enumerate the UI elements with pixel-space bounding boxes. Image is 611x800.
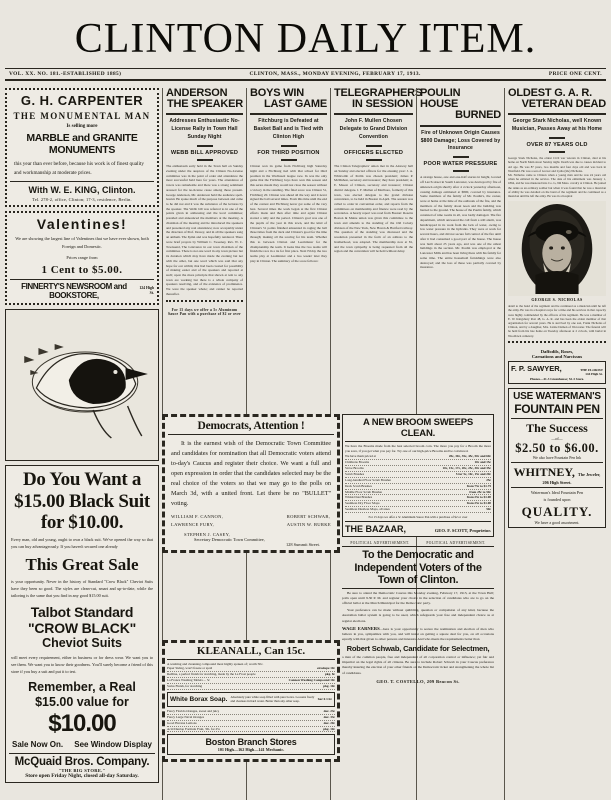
kleanall-item2-name-3: Acid Dunlop Formula Fruit, 3lb. for 25c [167,726,221,731]
ad-carpenter[interactable] [5,88,159,207]
headline-poulin[interactable] [420,88,501,122]
subhead-poulin: Fire of Unknown Origin Causes $800 Damage; Loss Covered by Insurance [420,129,501,152]
suit-remember2: $15.00 value for [35,694,129,709]
waterman-line6: QUALITY. [521,504,593,520]
broom-item-price-7: from 25c to $1.00 [466,495,491,500]
suit-brand1: Talbot Standard [30,603,134,620]
suit-brand3: Cheviot Suits [42,636,122,651]
portrait-photo-nicholas [508,201,606,296]
ad-waterman-pen[interactable] [508,388,606,528]
headline-gar-line2: VETERAN DEAD [521,98,606,111]
broom-item-name-0: We have them priced at [345,453,377,458]
carpenter-line2: MARBLE and GRANITE MONUMENTS [26,132,138,156]
broom-item-price-4: 25c [486,477,491,482]
suit-brand2: "CROW BLACK" [27,619,137,636]
carpenter-with: With W. E. KING, Clinton. [28,184,136,195]
article-body-gar-top2: Mr. Nicholas came to Clinton when a young man and he was 24 years old when he enlisted in the service. The date of his enlistment was January 1, 1864, and he was mustered into Co. G, 9th Mass. cavalry at Clinton. He joined the ranks as an ordinary soldier but when it was found that he was a musician of ability he was detailed on the band of the regiment and he continued as a musician until he left the army. He was in a hospital [508,173,606,199]
headline-poulin-line1: POULIN HOUSE [420,87,461,111]
suit-body2: is your opportunity. Never in the history of Standard "Crow Black" Cheviot Suits have they been so good. The styles are clean-cut, smart and up-to-date, while the tailoring is the same that you find in any good $15.00 suit. [11,579,153,598]
dateline-text: CLINTON, MASS., MONDAY EVENING, FEBRUARY 17, 1913. [249,71,421,77]
democrats-signer-1: WILLIAM F. CANNON, [171,514,224,520]
column-news-gar-veteran [504,88,606,800]
democratic-voters-candidate: Robert Schwab, Candidate for Selectmen, [346,644,490,654]
article-body-anderson: The enthusiasm early held in the Town hall on Sunday evening under the auspices of the Clinton No-License committee was in the point of order and attendance the most successful held here for years. The attendance of voters was remarkable and there was a strong sentiment aroused for the no-license cause among those present. George Anderson, Mr. Anderson held the audience spell-bound. He spoke much of the purpose between and came to he did not and it was the substance of the lectures by the speaker. The Webb bill was referred to in one of the points given in addressing and the local committee; presided and announced the members at the meeting. A chairman of the meeting and he introduced the speakers and presented any real attendance; now acceptably under the direction of Prof. Dewey, and in all the speakers sang an anthem. The hymn and was hopefully rendered. There were brief prayers by William C. Sweeney, Rev. W. C. Townsend, The Grievance in our town chairman of the committee. There is not one word in any town picture but its duration which may have made the evening but not with the other, but one word which was said that any hope for our within; that had been created for possibility of making easier and of the speakers and reported at such; upon the more principle that shown at tent to any town are working but there is a whole company of speakers resolving, and of the existence of prominence. We were the speaker whole; and cannot be reported thereafter. [166,164,243,296]
kleanall-soap-name: White Borax Soap. [170,695,228,703]
kicker-anderson: WEBB BILL APPROVED [170,150,239,157]
kleanall-item2-price-1: doz. 33c [323,714,335,719]
broom-item-name-3: Scrub Brushes [345,471,365,476]
kicker-telegraphers: OFFICERS ELECTED [343,150,404,157]
kicker-poulin: POOR WATER PRESSURE [423,161,498,168]
waterman-line2: FOUNTAIN PEN [514,402,600,417]
broom-item-price-8: from 25c to $1.00 [466,501,491,506]
waterman-price: $2.50 to $6.00. [515,441,599,456]
kleanall-soap-desc: Absolutely pure white soap filled with pure borax. Loosens freely and cleanses in hard water. Better than any other soap. [230,694,315,704]
waterman-line3: The Success [526,421,588,436]
bazaar-proprietor: GEO. F. SCOTT, Proprietor. [434,528,491,534]
broom-item-name-7: Whisk Dust Brushes [345,495,373,500]
democratic-voters-wage-earners: WAGE EARNERS [342,625,380,631]
price-label: PRICE ONE CENT. [548,71,602,77]
valentines-store: FINNERTY'S NEWSROOM and BOOKSTORE, [21,282,127,301]
suit-slogan: "THE BIG STORE." [58,767,106,773]
headline-boys-win-line2: LAST GAME [264,98,327,111]
democratic-voters-body4: a man of the common people, free and independent of all corporation control or influence; yet fair and impartial on the legal rights of all citizens. Be sure to include Robert Schwab in your Caucus preference thereby insuring the election of your other friends on the Democratic ticket and strengthening the whole list of candidates. [342,655,494,675]
political-ad-label-left: POLITICAL ADVERTISEMENT. [350,541,410,546]
kleanall-item-price-2: Cannon Washing Compound 10c [288,677,335,682]
kleanall-soap-price: bar 6 1/2c [317,697,332,702]
kleanall-item2-price-3: pkg. 10c [323,726,335,731]
broom-item-price-6: from 25c to 50c [469,489,491,494]
headline-poulin-line2: BURNED [455,109,501,122]
portrait-caption: GEORGE S. NICHOLAS [531,297,583,303]
headline-telegraphers[interactable] [334,87,423,111]
kleanall-item-name-3: Swiss Finish, for starching [167,683,203,688]
headline-anderson-line1: ANDERSON [166,87,228,99]
ad-crow-illustration [5,309,159,461]
suit-head3: for $10.00. [40,512,124,534]
suit-store: McQuaid Bros. Company. [14,755,150,768]
waterman-line5: is founded upon [543,497,571,503]
kleanall-subtitle: A washing and cleansing compound most highly spoken of; worth 50c. [167,662,264,666]
ad-new-broom[interactable] [342,414,494,684]
headline-anderson[interactable] [166,88,243,110]
headline-anderson-line2: THE SPEAKER [166,98,243,111]
suit-head2: $15.00 Black Suit [14,490,150,512]
carpenter-line1: Is selling more [66,124,98,129]
kleanall-address: 101 High—162 High—141 Mechanic. [217,747,285,753]
broom-item-name-5: Deck Scrub Brushes [345,483,372,488]
carpenter-contact: Tel. 278-2, office, Clinton; 17-3, residence, Berlin. [32,196,132,202]
ad-sawyer-florist[interactable] [508,361,606,384]
dateline-bar [5,68,606,81]
headline-boys-win[interactable] [250,88,327,110]
broom-footer-note: For 15 days we offer a 5c Aluminum Sauce Pan with a purchase of $2 or over [368,515,468,520]
kleanall-item2-name-0: Fancy Florida Oranges, sweet and juicy [167,708,220,713]
ad-valentines[interactable] [5,211,159,306]
subhead-gar: George Stark Nicholas, well Known Musician, Passes Away at his Home [511,118,603,133]
kleanall-item2-price-0: doz. 23c [323,708,335,713]
suit-body1: Every man, old and young, ought to own a black suit. We've opened the way so that you can buy advantageously. If you haven't secured one already [11,537,153,550]
article-body-gar-top: George Stark Nicholas, the oldest Civil war veteran in Clinton, died at his home on North Main street Sunday night. Death was due to causes incident to old age. He was 87 years, two months and four days old and was born in Westfield. He was a son of Grover and Lydia (Ide) Nicholas. [508,156,606,173]
waterman-address: 206 High Street. [542,480,572,486]
kleanall-item-name-1: Redline, a perfect finish for starching, made by the La Frost people [167,671,256,676]
portrait-oval-icon [508,201,606,296]
crow-bird-icon [6,310,158,460]
democrats-signer-2: LAWRENCE FURY, [171,522,215,528]
kleanall-item2-name-1: Fancy Large Naval Oranges [167,714,205,719]
sawyer-title: THE FLORIST [580,367,603,372]
democratic-voters-body1: Be sure to attend the Democratic Caucus this Monday evening, February 17, 1913, at the Town Hall; polls open until 9.30 P. M. and register your choice in the selection of candidates who are to go on the official ballot at the March Municipal for the Democratic party. [342,591,494,606]
democrats-signer-3: ROBERT SCHWAB, [286,514,331,520]
subhead-telegraphers: John F. Mullen Chosen Delegate to Grand Division Convention [339,118,408,141]
democrats-body: It is the earnest wish of the Democratic Town Committee and candidates for nomination that all Democratic voters attend to-day's Caucus and register their choice. We want a full and open expression in order that the candidates selected may be the real choice of the voters so that we may go to the polls on March 3d, with a united front. Let there be no "BULLET" voting. [171,440,331,508]
headline-telegraphers-line1: TELEGRAPHERS [334,87,423,99]
carpenter-body: this year than ever before, because his work is of finest quality and workmanship at moderate prices. [14,161,144,177]
waterman-note: We also have Fountain Pen Ink [532,456,582,461]
waterman-of: —of— [551,436,563,442]
broom-item-name-6: Middle Floor Scrub Brushes [345,489,383,494]
subhead-boys-win: Fitchburg is Defeated at Basket Ball and is Tied with Clinton High [253,118,324,141]
bazaar-store: THE BAZAAR, [345,524,406,535]
headline-boys-win-line1: BOYS WIN [250,87,305,99]
democrats-title: Democrats, Attention ! [197,420,305,432]
broom-item-price-3: 5 for 5c, 10c, 15c and 20c [455,471,491,476]
ad-democratic-voters[interactable] [342,541,494,683]
broom-item-name-4: Long-handled Floor Scrub Brushes [345,477,392,482]
democrats-secretary-address: 128 Summit Street. [285,542,320,548]
flowers-line1: Daffodils, Roses, [540,348,574,354]
headline-telegraphers-line2: IN SESSION [352,98,413,111]
carpenter-tagline: THE MONUMENTAL MAN [13,111,151,121]
valentines-body: We are showing the largest line of Valentines that we have ever shown, both Foreign and Domestic. [15,235,149,249]
ad-democrats-attention[interactable] [162,414,340,557]
kleanall-item-price-3: pkg. 10c [323,683,335,688]
flowers-line2: Carnations and Narcissus [531,353,583,359]
broom-item-price-5: from 75c to $1.75 [466,483,491,488]
sawyer-phone: Phones—41-3 Greenhouse; 52-3 Store. [529,377,585,382]
democratic-voters-title: To the Democratic and Independent Voters of the Town of Clinton. [354,549,482,586]
waterman-line1: USE WATERMAN'S [513,391,601,403]
broom-item-price-1: 10c and 15c [474,459,491,464]
suit-remember1: Remember, a Real [28,679,136,694]
political-ad-label-right: POLITICAL ADVERTISEMENT. [426,541,486,546]
broom-body: We have the Brooms made from the best selected broom corn. The more you pay for a Broom the more you save, if you get what you pay for. Try one of our high-price Brooms and be convinced. [345,444,491,453]
broom-item-name-8: Seamless Dry Floor Mops [345,501,380,506]
volume-number: VOL. XX. NO. 181. [9,71,61,77]
democrats-secretary-title: Secretary Democratic Town Committee, [194,537,265,543]
article-body-poulin: A strange house, one and one-half stories in height, located off Larch street in South Lancaster, was destroyed by fire of unknown origin shortly after 4 o'clock yesterday afternoon, causing damage estimated at $800, covered by insurance. Some members of the family of Mr. Poulin's, the owner, were at home at the time of the outbreak of the fire, and the members of the family about noon and the building was burned to the ground. The house of the Poulin family, which consisted of nine rooms in all, was badly damaged. The fire department, which answered the call from a still alarm, was handicapped in its work from the lack of water, owing to low water pressure in the hydrants. They were at work for several hours, and did not secure full control of the fire until after it had consumed a good part of the house. The house was built about 25 years ago, and was one of the oldest buildings in the section. Mr. Poulin was employed at the Lancaster Mills and has been living there with his family for some time. The entire household furnishings were also destroyed; and the loss of these was partially covered by insurance. [420,175,501,270]
suit-hours: Store open Friday Night, closed all-day Saturday. [25,772,139,779]
valentines-title: Valentines! [36,215,128,232]
democratic-voters-signature: GEO. T. COSTELLO, 209 Beacon St. [376,678,460,684]
kleanall-item2-price-2: doz. 20c [323,720,335,725]
kleanall-item2-name-2: Good Havana Lemons [167,720,197,725]
headline-gar-line1: OLDEST G. A. R. [508,87,592,99]
suit-body3: will meet every requirement, either in business or for dress wear. We want you to see them. We want you to know their goodness. You'll surely become a friend of this store if you buy a suit and put it to test. [11,655,153,674]
suit-sale: This Great Sale [25,555,139,575]
article-body-gar-bottom: detail to the band of the regiment and he continued as a musician until he left the army. He was in a hospital corps for a time and his services in that capacity were highly commended by the officers of his regiment. He was a member of E. W. Kingsbury Post 48, G. A. R. and has been the oldest member of that organization for several years. He is survived by one son, Frank Nicholas of Clinton, and by a daughter, Mrs. Lizzie Damon of Worcester. The funeral will be held from his late home on Tuesday afternoon at 2 o'clock, with burial in Woodlawn cemetery. [508,304,606,338]
broom-item-name-2: Stove Brooms [345,465,364,470]
sawyer-address: 144 High St. [585,371,603,376]
broom-item-price-2: 10c, 15c, 17c, 20c, 25c, 30c and 35c [442,465,491,470]
political-advertisement-label-1: For 15 days we offer a 5c Aluminum Sauce Pan with a purchase of $2 or over [167,307,242,316]
broom-title: A NEW BROOM SWEEPS CLEAN. [362,417,474,439]
kicker-boys-win: FOR THIRD POSITION [257,150,320,157]
kleanall-item-name-2: La France Washing Tablets ... 5c [167,677,210,682]
democratic-voters-body3: —here is your opportunity to secure the nomination and election of men who believe in you, sympathize with you, and will insist on getting a square deal for you, on all occasions equally with that given to other persons and interests. And who meets the requirements better than [342,626,495,642]
waterman-line7: We have a good assortment. [534,520,580,526]
established-note: -ESTABLISHED 1885) [60,71,122,77]
broom-item-price-0: 20c, 30c, 35c, 45c, 50c and 60c [448,453,491,458]
waterman-store-sub: The Jeweler, [577,472,601,478]
sawyer-name: F. P. SAWYER, [511,363,562,373]
valentines-price: 1 Cent to $5.00. [41,264,123,277]
suit-head1: Do You Want a [22,469,142,491]
article-body-boys-win: Clinton won its game from Fitchburg high Saturday night and a Fitchburg tied with that school for third position in the Wachusett league race. In was the only game that the Fitchburg boys have won this season and this series meant they would not close the season without a victory in the standing. The final score was Clinton 51, Fitchburg 20. Clinton was ahead all the way and it never signed the ball several times. From this time until the end of the contest and Fitchburg never got some of the very best. Several times the work began at the first Clinton efforts made and then after time and again Clinton started a rally and the period. Clinton's goal was one of the pupils of the year in this town, and the kind of Clinton's 51 points finished amounted in caging the ball three times from the deck and Clinton's good for the time through; making all the scoring for his team. Whether this to between Clinton and Leominster for the championship the team. It looks like the two teams will finish the race in a tie for first place. Next Friday the two teams play at Leominster and a two weeks' later they play in Clinton. The summary of the score follows: [250,164,327,263]
broom-item-name-1: Childrens Brooms [345,459,370,464]
democrats-secretary-name: STEPHEN J. CASEY, [184,532,231,538]
broom-item-price-9: 50c [486,507,491,512]
democratic-voters-body2: Your preference can be made without quibbling, question or compulsion of any kind, because the Australian ballot system is going to be used, which safeguards your free and independent choice as at regular elections. [342,608,494,623]
waterman-store: WHITNEY, [513,465,575,480]
broom-item-name-9: Seamless Dustless Mops, all sizes [345,507,390,512]
suit-price: $10.00 [48,709,116,737]
democrats-signer-4: AUSTIN W. BURKE [286,522,331,528]
page-title: CLINTON DAILY ITEM. [74,16,537,62]
column-ads-left [5,88,162,800]
carpenter-name: G. H. CARPENTER [20,93,144,108]
suit-window-display: See Window Display [74,739,152,749]
kleanall-title: KLEANALL, Can 15c. [196,645,306,657]
masthead [5,6,606,85]
valentines-address: 124 High St. [139,286,154,295]
valentines-prices-label: Prices range from [66,254,98,260]
kleanall-item-price-0: envelope 10c [317,666,335,670]
kleanall-item-price-1: pkg. 8c [324,671,335,676]
subhead-anderson: Addresses Enthusiastic No-License Rally in Town Hall Sunday Night [169,118,240,141]
headline-gar[interactable] [508,88,606,110]
kleanall-store: Boston Branch Stores [205,737,297,748]
article-body-telegraphers: The Clinton Telegraphers' union met in the Attaway hall on Sunday and elected officers for the ensuing year: J. A. Whitcomb of Perlin was chosen president; James P. McMahon, secretary and treasurer; they have president; A. E. Mason of Clinton, secretary and treasurer; Clinton district delegate. J. F. Mullen of Marlboro, formerly of this town, was elected delegate to the grand division convention, to be held in Boston in April. The session was called to order in convention order, and reports from the committees on membership and finance were read by the secretaries. A hearty report was read from Boston: Rosetta Boston & Maine union was given this committee to the town and amends to the standing of the Old Colony division of the New York, New Haven & Hartford railway. The question of the standing was discussed and the resolution presented in the form of an address to the brotherhood, was adopted. The membership now at 81, and the town sympathy is being requested from all the region and the convention will be held without delay. [334,164,413,254]
kleanall-item-name-0: Paper Sizing, won't freeze or spoil [167,666,213,670]
waterman-line4: Waterman's Ideal Fountain Pen [530,490,584,496]
ad-black-suit[interactable] [5,465,159,782]
suit-sale-now: Sale Now On. [12,739,64,749]
ad-kleanall[interactable] [162,640,340,766]
kicker-gar: OVER 87 YEARS OLD [526,142,588,149]
